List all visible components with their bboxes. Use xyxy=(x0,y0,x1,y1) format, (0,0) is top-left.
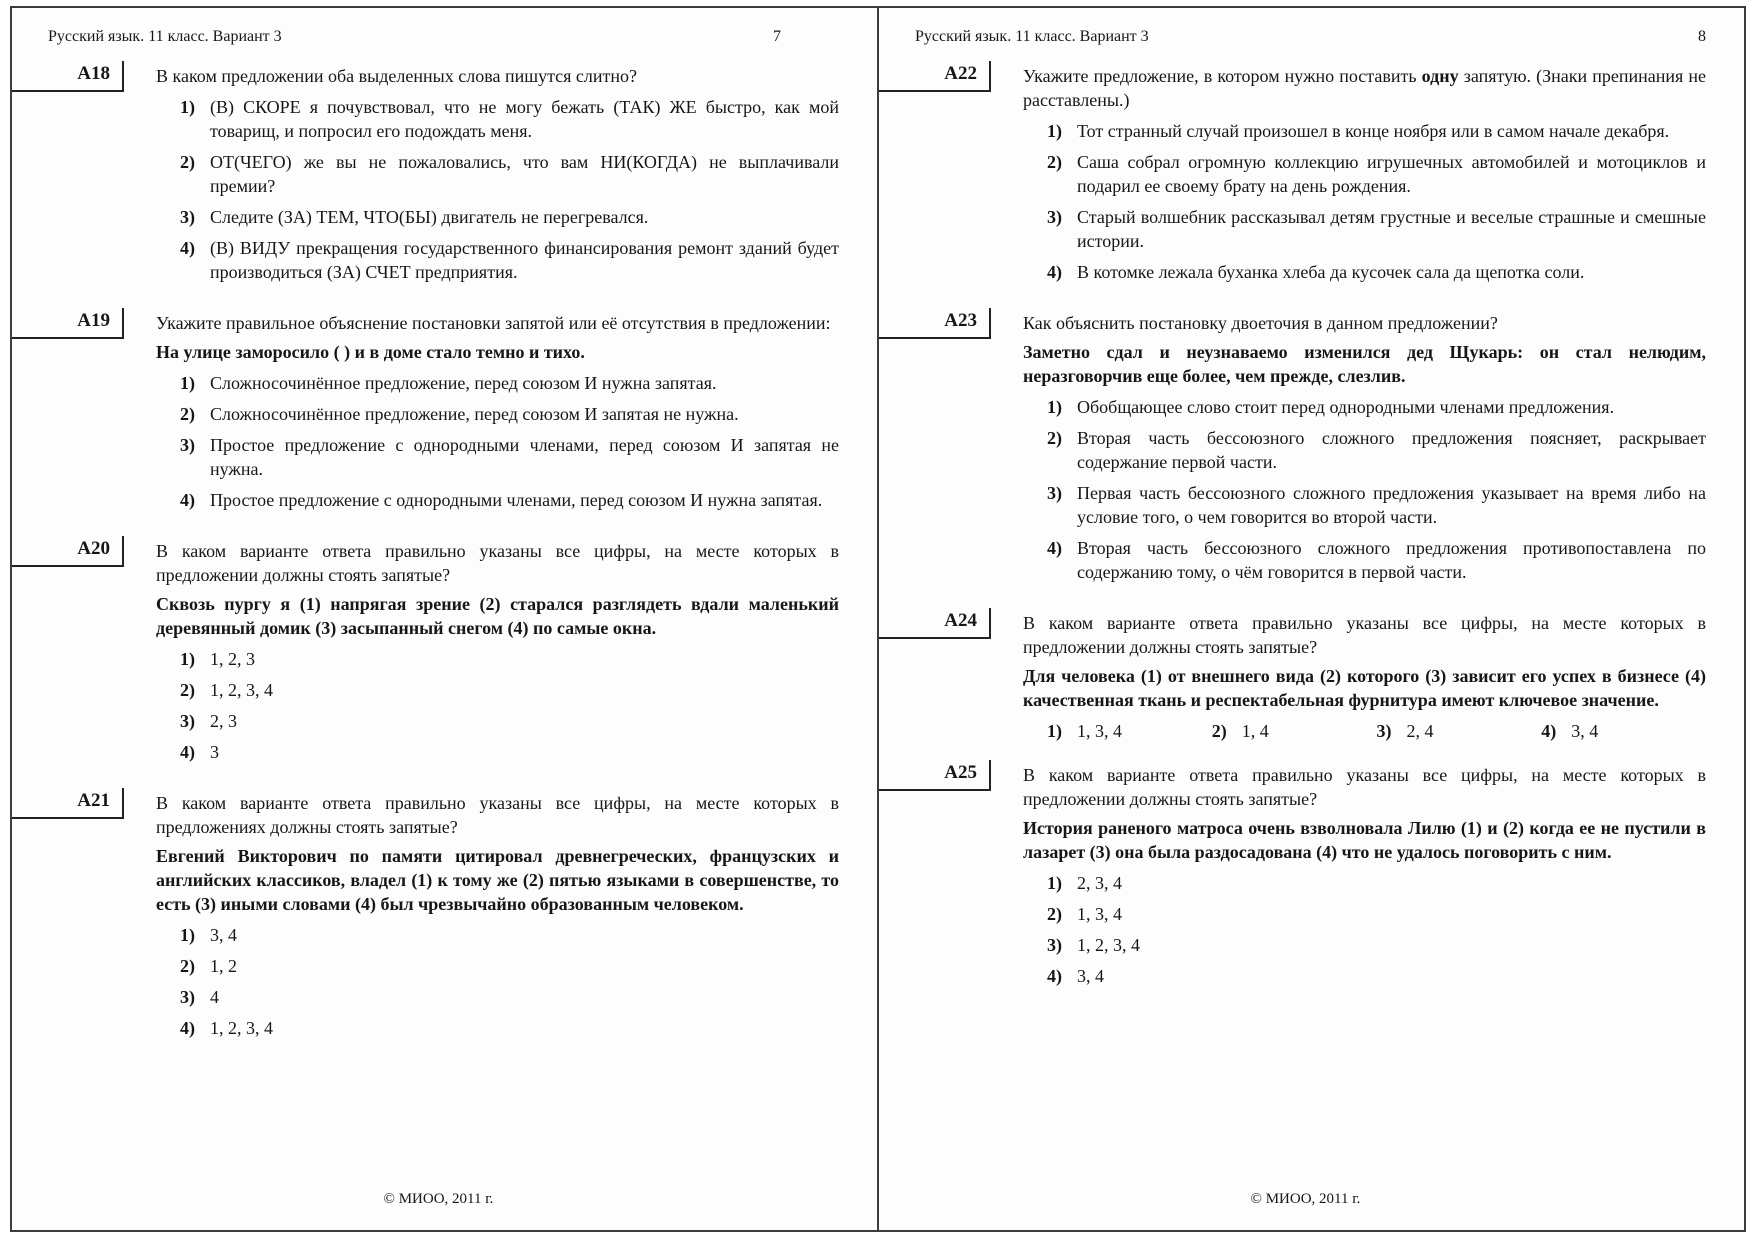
option-text: Простое предложение с однородными членами, перед союзом И нужна запятая. xyxy=(210,490,823,510)
option-text: (В) ВИДУ прекращения государственного финансирования ремонт зданий будет производиться (ЗА) СЧЕТ предприятия. xyxy=(210,238,839,282)
option-2 xyxy=(156,954,839,978)
option-number: 3) xyxy=(180,435,195,455)
option-3 xyxy=(1023,481,1706,529)
option-2 xyxy=(1023,902,1706,926)
option-1 xyxy=(156,95,839,143)
option-text: Вторая часть бессоюзного сложного предложения противопоставлена по содержанию тому, о чём говорится в первой части. xyxy=(1077,538,1706,582)
question-a19 xyxy=(38,311,839,519)
option-number: 4) xyxy=(180,490,195,510)
question-label-a24: А24 xyxy=(879,608,991,639)
option-text: 3 xyxy=(210,742,219,762)
options-row xyxy=(1023,719,1706,743)
question-label-a22: А22 xyxy=(879,61,991,92)
option-text: 1, 2, 3, 4 xyxy=(1077,935,1140,955)
option-4 xyxy=(156,236,839,284)
page-number: 7 xyxy=(773,28,781,45)
options-list xyxy=(156,371,839,512)
question-stem: Как объяснить постановку двоеточия в данном предложении? xyxy=(1023,313,1498,333)
option-3 xyxy=(1377,719,1542,743)
option-3 xyxy=(156,985,839,1009)
scan-frame xyxy=(10,6,1746,1232)
option-text: 1, 2, 3, 4 xyxy=(210,1018,273,1038)
option-number: 3) xyxy=(1376,721,1392,741)
option-4 xyxy=(156,740,839,764)
option-3 xyxy=(156,205,839,229)
options-list xyxy=(1023,871,1706,988)
option-3 xyxy=(1023,933,1706,957)
option-2 xyxy=(1023,150,1706,198)
option-number: 2) xyxy=(180,404,195,424)
question-stem xyxy=(1023,64,1706,112)
option-1 xyxy=(1047,719,1212,743)
question-stem: В каком варианте ответа правильно указаны все цифры, на месте которых в предложениях должны стоять запятые? xyxy=(156,793,839,837)
option-number: 4) xyxy=(180,1018,195,1038)
option-number: 1) xyxy=(1047,873,1062,893)
option-1 xyxy=(156,371,839,395)
question-a24 xyxy=(905,611,1706,743)
options-list xyxy=(1023,395,1706,584)
option-text: Сложносочинённое предложение, перед союзом И запятая не нужна. xyxy=(210,404,739,424)
question-label-a25: А25 xyxy=(879,760,991,791)
option-1 xyxy=(1023,119,1706,143)
question-label-a21: А21 xyxy=(12,788,124,819)
option-text: Простое предложение с однородными членами, перед союзом И запятая не нужна. xyxy=(210,435,839,479)
option-4 xyxy=(1023,536,1706,584)
question-sentence: История раненого матроса очень взволновала Лилю (1) и (2) когда ее не пустили в лазарет (3) она была раздосадована (4) что не удалось поговорить с ним. xyxy=(1023,818,1706,862)
option-text: 2, 3, 4 xyxy=(1077,873,1122,893)
option-2 xyxy=(1023,426,1706,474)
options-list xyxy=(156,647,839,764)
question-stem: В каком варианте ответа правильно указаны все цифры, на месте которых в предложении должны стоять запятые? xyxy=(1023,765,1706,809)
option-4 xyxy=(156,1016,839,1040)
header-title: Русский язык. 11 класс. Вариант 3 xyxy=(915,28,1149,45)
option-number: 2) xyxy=(1047,152,1062,172)
option-2 xyxy=(156,678,839,702)
option-text: (В) СКОРЕ я почувствовал, что не могу бежать (ТАК) ЖЕ быстро, как мой товарищ, и попросил его подождать меня. xyxy=(210,97,839,141)
option-number: 3) xyxy=(1047,207,1062,227)
option-3 xyxy=(156,433,839,481)
options-list xyxy=(156,95,839,284)
page-8 xyxy=(879,8,1744,1230)
question-sentence: На улице заморосило ( ) и в доме стало темно и тихо. xyxy=(156,342,585,362)
question-label-a19: А19 xyxy=(12,308,124,339)
option-text: Первая часть бессоюзного сложного предложения указывает на время либо на условие того, о чем говорится во второй части. xyxy=(1077,483,1706,527)
option-number: 2) xyxy=(1047,428,1062,448)
option-text: 1, 2, 3, 4 xyxy=(210,680,273,700)
page-7 xyxy=(12,8,877,1230)
option-text: В котомке лежала буханка хлеба да кусочек сала да щепотка соли. xyxy=(1077,262,1585,282)
option-text: Вторая часть бессоюзного сложного предложения поясняет, раскрывает содержание первой части. xyxy=(1077,428,1706,472)
option-text: ОТ(ЧЕГО) же вы не пожаловались, что вам НИ(КОГДА) не выплачивали премии? xyxy=(210,152,839,196)
option-text: 1, 4 xyxy=(1241,721,1269,741)
stem-text: Укажите предложение, в котором нужно поставить xyxy=(1023,66,1422,86)
question-a25 xyxy=(905,763,1706,995)
option-number: 3) xyxy=(180,207,195,227)
option-number: 3) xyxy=(180,987,195,1007)
option-number: 1) xyxy=(180,373,195,393)
option-number: 4) xyxy=(1047,262,1062,282)
option-text: 2, 4 xyxy=(1406,721,1434,741)
question-sentence: Заметно сдал и неузнаваемо изменился дед Щукарь: он стал нелюдим, неразговорчив еще более, чем прежде, слезлив. xyxy=(1023,342,1706,386)
question-label-a23: А23 xyxy=(879,308,991,339)
option-text: 3, 4 xyxy=(210,925,237,945)
page-header xyxy=(915,28,1706,46)
question-stem: Укажите правильное объяснение постановки запятой или её отсутствия в предложении: xyxy=(156,313,831,333)
question-sentence: Евгений Викторович по памяти цитировал древнегреческих, французских и английских классиков, владел (1) к тому же (2) пятью языками в совершенстве, то есть (3) иными словами (4) был чрезвычайно образованным человеком. xyxy=(156,846,839,914)
option-1 xyxy=(1023,871,1706,895)
option-2 xyxy=(156,150,839,198)
header-title: Русский язык. 11 класс. Вариант 3 xyxy=(48,28,282,45)
option-number: 4) xyxy=(1047,966,1062,986)
copyright-footer: © МИОО, 2011 г. xyxy=(383,1191,494,1207)
option-4 xyxy=(1023,964,1706,988)
option-4 xyxy=(156,488,839,512)
option-number: 2) xyxy=(1211,721,1227,741)
option-number: 4) xyxy=(1541,721,1557,741)
option-1 xyxy=(156,923,839,947)
page-number: 8 xyxy=(1698,28,1706,45)
question-a18 xyxy=(38,64,839,291)
option-number: 1) xyxy=(1047,121,1062,141)
option-number: 4) xyxy=(180,238,195,258)
option-number: 3) xyxy=(1047,483,1062,503)
options-list xyxy=(1023,119,1706,284)
option-text: Тот странный случай произошел в конце ноября или в самом начале декабря. xyxy=(1077,121,1670,141)
options-list xyxy=(156,923,839,1040)
stem-text: запятую. (Знаки препинания не расставлены.) xyxy=(1023,66,1706,110)
option-number: 1) xyxy=(180,97,195,117)
option-4 xyxy=(1541,719,1706,743)
option-number: 4) xyxy=(180,742,195,762)
option-number: 1) xyxy=(1047,721,1062,741)
option-text: 1, 2, 3 xyxy=(210,649,255,669)
option-number: 3) xyxy=(180,711,195,731)
option-number: 1) xyxy=(180,925,195,945)
option-3 xyxy=(156,709,839,733)
question-stem: В каком предложении оба выделенных слова пишутся слитно? xyxy=(156,66,638,86)
question-a20 xyxy=(38,539,839,771)
option-number: 2) xyxy=(180,680,195,700)
option-number: 2) xyxy=(180,956,195,976)
option-1 xyxy=(1023,395,1706,419)
option-1 xyxy=(156,647,839,671)
option-text: Сложносочинённое предложение, перед союзом И нужна запятая. xyxy=(210,373,717,393)
option-number: 1) xyxy=(1047,397,1062,417)
option-2 xyxy=(156,402,839,426)
page-header xyxy=(48,28,839,46)
question-a22 xyxy=(905,64,1706,291)
option-3 xyxy=(1023,205,1706,253)
option-text: 1, 3, 4 xyxy=(1077,721,1122,741)
question-a23 xyxy=(905,311,1706,591)
question-sentence: Сквозь пургу я (1) напрягая зрение (2) старался разглядеть вдали маленький деревянный домик (3) засыпанный снегом (4) по самые окна. xyxy=(156,594,839,638)
question-stem: В каком варианте ответа правильно указаны все цифры, на месте которых в предложении должны стоять запятые? xyxy=(156,541,839,585)
question-label-a20: А20 xyxy=(12,536,124,567)
option-text: Обобщающее слово стоит перед однородными членами предложения. xyxy=(1077,397,1615,417)
option-number: 2) xyxy=(180,152,195,172)
option-number: 1) xyxy=(180,649,195,669)
question-a21 xyxy=(38,791,839,1047)
copyright-footer: © МИОО, 2011 г. xyxy=(1250,1191,1361,1207)
option-number: 4) xyxy=(1047,538,1062,558)
stem-bold-word: одну xyxy=(1421,66,1459,86)
question-stem: В каком варианте ответа правильно указаны все цифры, на месте которых в предложении должны стоять запятые? xyxy=(1023,613,1706,657)
option-text: Старый волшебник рассказывал детям грустные и веселые страшные и смешные истории. xyxy=(1077,207,1706,251)
option-text: Следите (ЗА) ТЕМ, ЧТО(БЫ) двигатель не перегревался. xyxy=(210,207,649,227)
option-text: 3, 4 xyxy=(1571,721,1599,741)
option-text: 2, 3 xyxy=(210,711,237,731)
option-text: 3, 4 xyxy=(1077,966,1104,986)
option-number: 3) xyxy=(1047,935,1062,955)
option-2 xyxy=(1212,719,1377,743)
option-text: 4 xyxy=(210,987,219,1007)
option-text: 1, 3, 4 xyxy=(1077,904,1122,924)
option-text: 1, 2 xyxy=(210,956,237,976)
question-sentence: Для человека (1) от внешнего вида (2) которого (3) зависит его успех в бизнесе (4) качественная ткань и респектабельная фурнитура имеют ключевое значение. xyxy=(1023,666,1706,710)
option-4 xyxy=(1023,260,1706,284)
option-text: Саша собрал огромную коллекцию игрушечных автомобилей и мотоциклов и подарил ее своему брату на день рождения. xyxy=(1077,152,1706,196)
option-number: 2) xyxy=(1047,904,1062,924)
question-label-a18: А18 xyxy=(12,61,124,92)
